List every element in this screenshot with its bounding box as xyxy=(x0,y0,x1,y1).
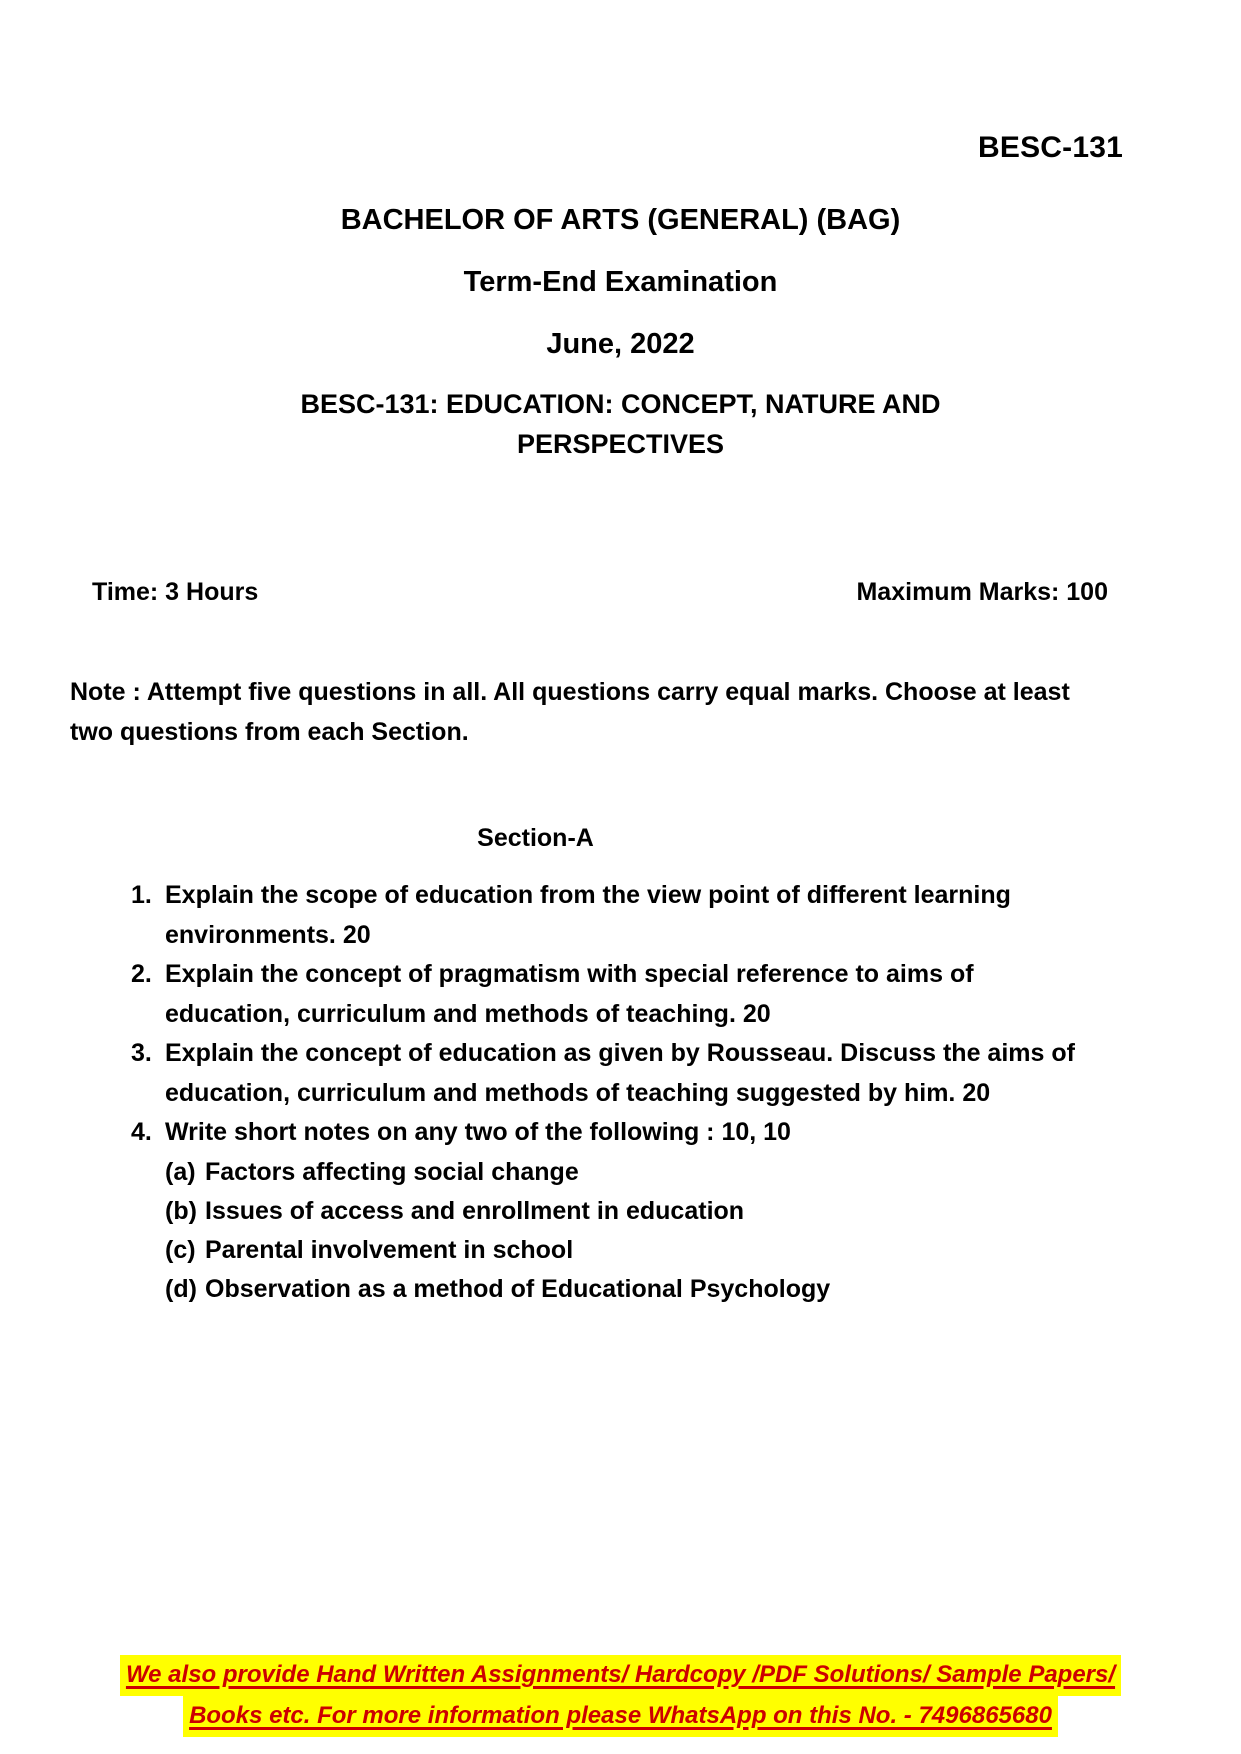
examination-session: June, 2022 xyxy=(546,327,695,360)
promo-line-1-row xyxy=(0,1655,1241,1696)
sub-question-text: Parental involvement in school xyxy=(205,1236,574,1264)
question-text: Explain the concept of pragmatism with special reference to aims of education, curriculum and methods of teaching. 20 xyxy=(165,960,974,1028)
sub-question-label: (b) xyxy=(165,1196,197,1225)
question-text: Write short notes on any two of the following : 10, 10 xyxy=(165,1118,791,1146)
promo-line-2: Books etc. For more information please WhatsApp on this No. - 7496865680 xyxy=(183,1696,1058,1737)
sub-question-label: (a) xyxy=(165,1157,196,1186)
exam-meta-row xyxy=(92,578,1108,607)
examination-type: Term-End Examination xyxy=(463,265,778,298)
sub-question-label: (d) xyxy=(165,1275,197,1304)
section-heading xyxy=(0,824,1241,853)
question-item xyxy=(131,1034,1091,1113)
promo-line-1: We also provide Hand Written Assignments/ Hardcopy /PDF Solutions/ Sample Papers/ xyxy=(120,1655,1121,1696)
question-number: 3. xyxy=(131,1039,152,1067)
questions-list xyxy=(131,876,1091,1310)
title-block xyxy=(105,198,1136,464)
question-number: 1. xyxy=(131,881,152,909)
sub-question-label: (c) xyxy=(165,1236,196,1264)
section-heading-label: Section-A xyxy=(477,824,594,852)
question-text: Explain the scope of education from the view point of different learning environments. 20 xyxy=(165,881,1011,949)
instructions-note: Note : Attempt five questions in all. All questions carry equal marks. Choose at least two questions from each Section. xyxy=(70,678,1070,746)
time-allowed: Time: 3 Hours xyxy=(92,578,259,606)
question-4-sub-list xyxy=(165,1153,1091,1310)
sub-question-item xyxy=(165,1270,1091,1309)
question-text: Explain the concept of education as given by Rousseau. Discuss the aims of education, curriculum and methods of teaching suggested by him. 20 xyxy=(165,1039,1075,1107)
question-number: 4. xyxy=(131,1118,152,1146)
sub-question-item xyxy=(165,1231,1091,1270)
question-item xyxy=(131,876,1091,955)
question-number: 2. xyxy=(131,960,152,988)
course-title: BESC-131: EDUCATION: CONCEPT, NATURE AND PERSPECTIVES xyxy=(300,389,941,459)
sub-question-item xyxy=(165,1153,1091,1192)
programme-title: BACHELOR OF ARTS (GENERAL) (BAG) xyxy=(340,204,901,236)
promo-line-2-row xyxy=(0,1696,1241,1737)
question-item xyxy=(131,1113,1091,1153)
sub-question-text: Observation as a method of Educational Psychology xyxy=(205,1275,831,1304)
sub-question-text: Factors affecting social change xyxy=(205,1157,579,1186)
sub-question-item xyxy=(165,1192,1091,1231)
promo-banner xyxy=(0,1655,1241,1737)
maximum-marks: Maximum Marks: 100 xyxy=(856,578,1108,606)
paper-code: BESC-131 xyxy=(978,131,1123,164)
sub-question-text: Issues of access and enrollment in education xyxy=(205,1196,745,1225)
question-item xyxy=(131,955,1091,1034)
